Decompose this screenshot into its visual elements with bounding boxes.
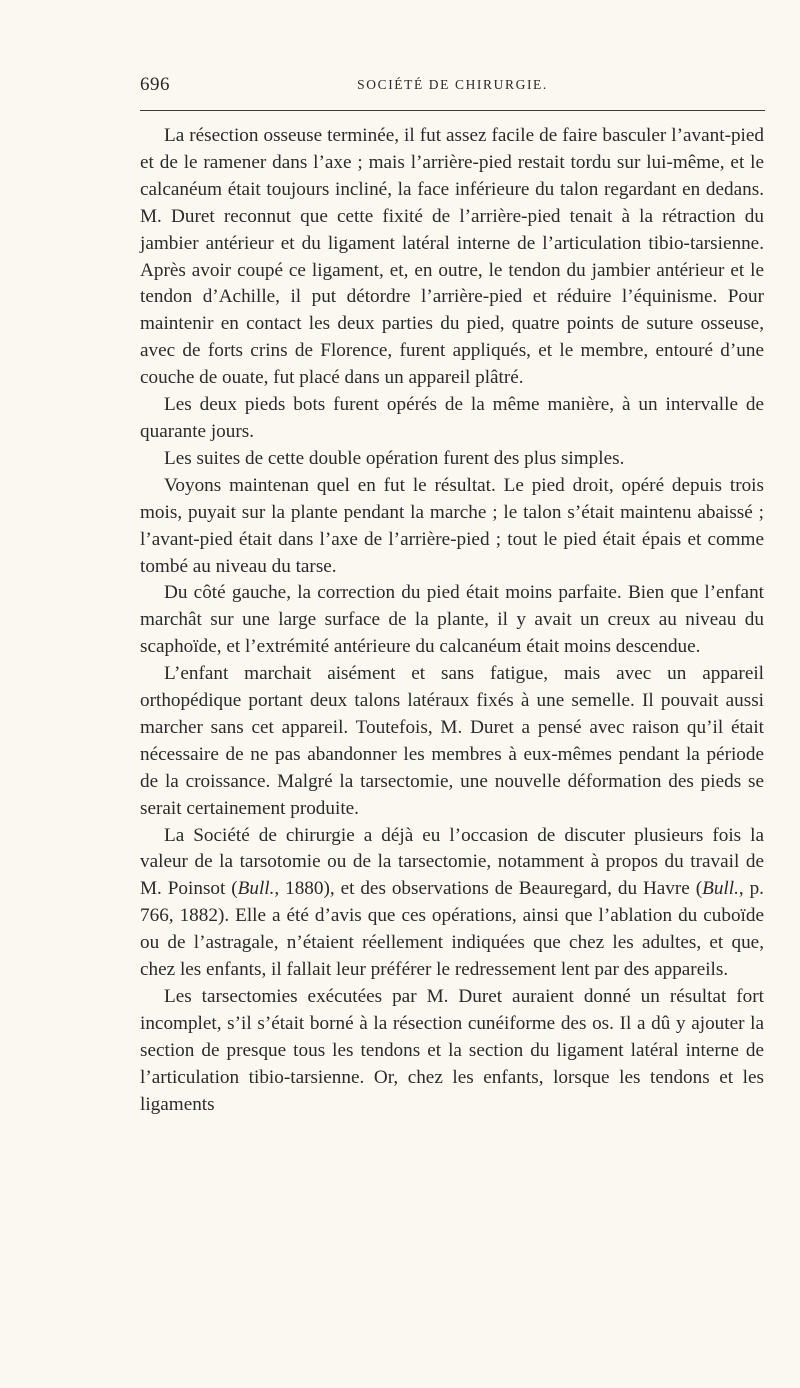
header-rule [140, 110, 765, 111]
paragraph [140, 823, 764, 984]
text-segment: La Société de chirurgie a déjà eu l’occasion de discuter plusieurs fois la valeur de la tarsotomie ou de la tarsectomie, notamment à propos du travail de M. Poinsot ( [140, 824, 764, 900]
page-header [140, 74, 765, 98]
paragraph: La résection osseuse terminée, il fut assez facile de faire basculer l’avant-pied et de le ramener dans l’axe ; mais l’arrière-pied restait tordu sur lui-même, et le calcanéum était toujours incliné, la face inférieure du talon regardant en dedans. M. Duret reconnut que cette fixité de l’arrière-pied tenait à la rétraction du jambier antérieur et du ligament latéral interne de l’articulation tibio-tarsienne. Après avoir coupé ce ligament, et, en outre, le tendon du jambier antérieur et le tendon d’Achille, il put détordre l’arrière-pied et réduire l’équinisme. Pour maintenir en contact les deux parties du pied, quatre points de suture osseuse, avec de forts crins de Florence, furent appliqués, et le membre, entouré d’une couche de ouate, fut placé dans un appareil plâtré. [140, 125, 764, 389]
paragraph: Les deux pieds bots furent opérés de la même manière, à un intervalle de quarante jours. [140, 394, 764, 442]
running-title: SOCIÉTÉ DE CHIRURGIE. [357, 77, 548, 92]
paragraph: Les suites de cette double opération furent des plus simples. [164, 447, 625, 469]
journal-abbreviation: Bull. [702, 878, 739, 900]
paragraph: Voyons maintenan quel en fut le résultat. Le pied droit, opéré depuis trois mois, puyait sur la plante pendant la marche ; le talon s’était maintenu abaissé ; l’avant-pied était dans l’axe de l’arrière-pied ; tout le pied était épais et comme tombé au niveau du tarse. [140, 474, 764, 577]
text-segment: , p. 766, 1882). Elle a été d’avis que ces opérations, ainsi que l’ablation du cuboïde ou de l’astragale, n’étaient réellement indiquées que chez les adultes, et que, chez les enfants, il fallait leur préférer le redressement lent par des appareils. [140, 878, 764, 981]
text-segment: , 1880), et des observations de Beauregard, du Havre ( [274, 878, 703, 900]
body-text [140, 123, 764, 1119]
paragraph: L’enfant marchait aisément et sans fatigue, mais avec un appareil orthopédique portant deux talons latéraux fixés à une semelle. Il pouvait aussi marcher sans cet appareil. Toutefois, M. Duret a pensé avec raison qu’il était nécessaire de ne pas abandonner les membres à eux-mêmes pendant la période de la croissance. Malgré la tarsectomie, une nouvelle déformation des pieds se serait certainement produite. [140, 663, 764, 819]
journal-abbreviation: Bull. [237, 878, 275, 900]
paragraph: Les tarsectomies exécutées par M. Duret auraient donné un résultat fort incomplet, s’il s’était borné à la résection cunéiforme des os. Il a dû y ajouter la section de presque tous les tendons et la section du ligament latéral interne de l’articulation tibio-tarsienne. Or, chez les enfants, lorsque les tendons et les ligaments [140, 986, 764, 1115]
paragraph: Du côté gauche, la correction du pied était moins parfaite. Bien que l’enfant marchât sur une large surface de la plante, il y avait un creux au niveau du scaphoïde, et l’extrémité antérieure du calcanéum était moins descendue. [140, 582, 764, 658]
page-number: 696 [140, 74, 170, 95]
